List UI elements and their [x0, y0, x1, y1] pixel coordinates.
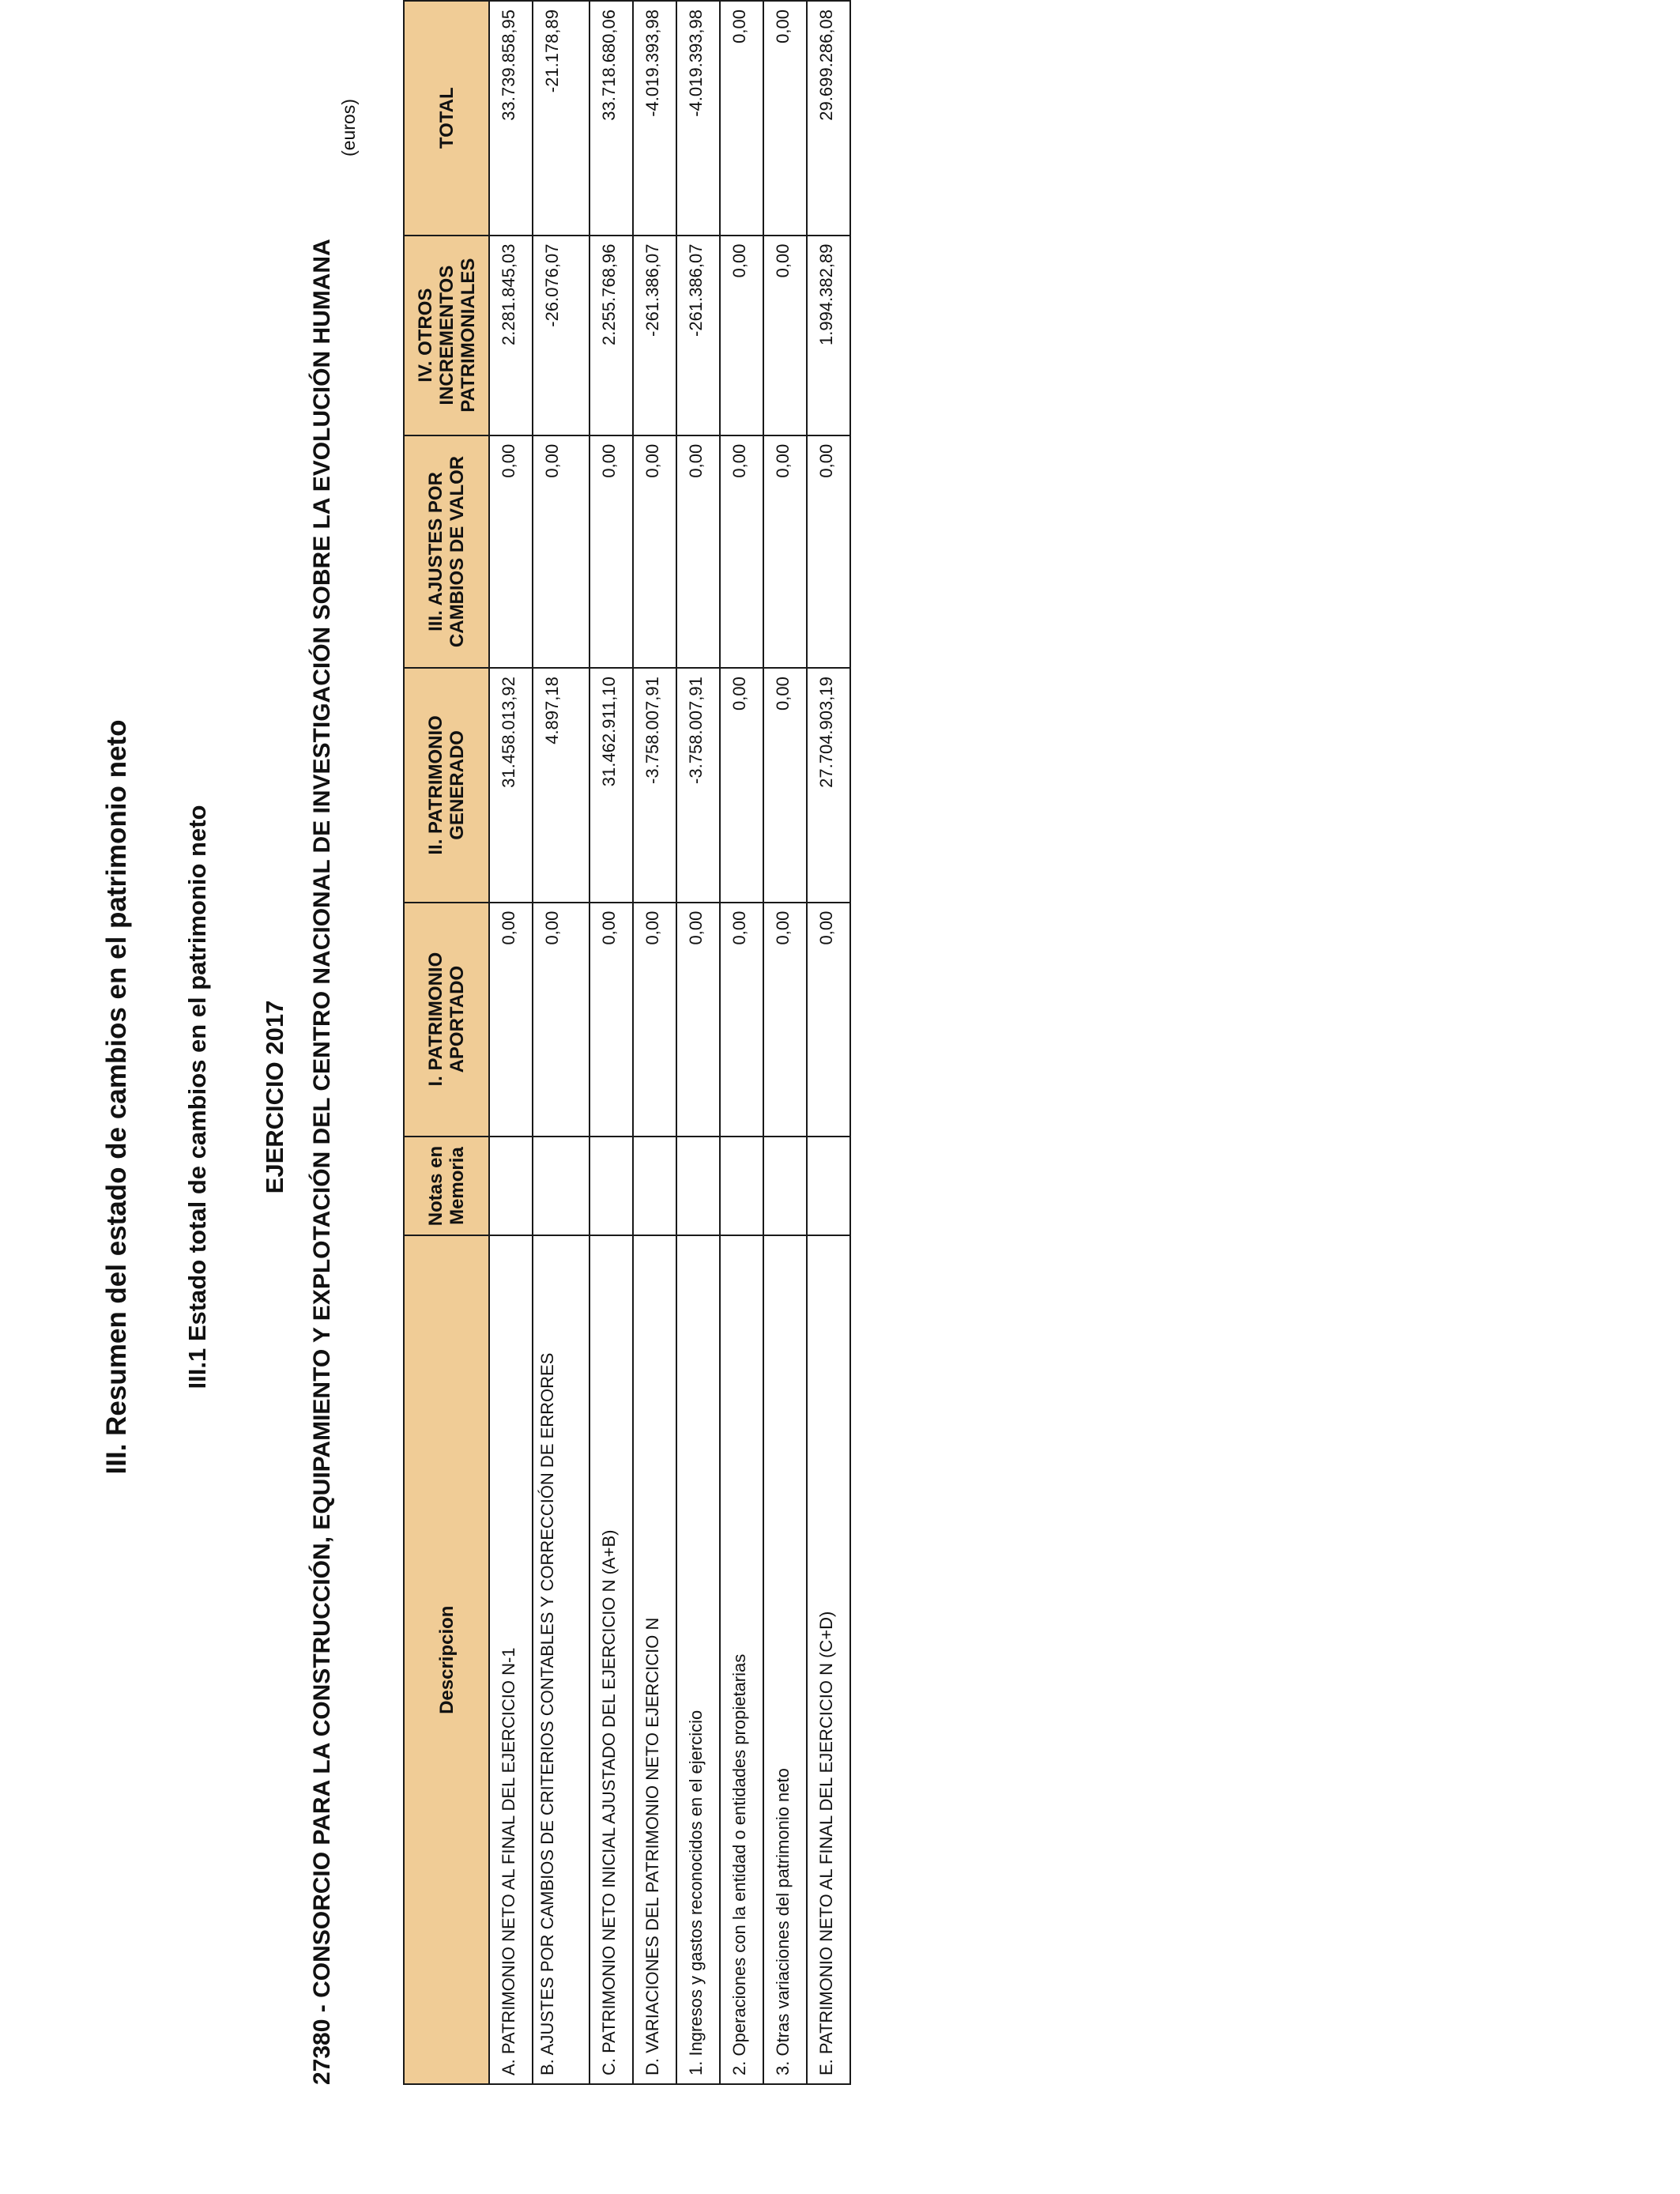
row-description: E. PATRIMONIO NETO AL FINAL DEL EJERCICIO N (C+D) [807, 1235, 850, 2084]
value-patrimonio-generado: -3.758.007,91 [676, 668, 720, 902]
row-notes [676, 1137, 720, 1236]
value-otros-incrementos: 2.281.845,03 [489, 236, 533, 435]
row-notes [489, 1137, 533, 1236]
header-ajustes-valor: III. AJUSTES POR CAMBIOS DE VALOR [404, 435, 489, 668]
table-header-row [404, 1, 489, 2084]
value-patrimonio-aportado: 0,00 [763, 903, 807, 1137]
value-total: -21.178,89 [533, 1, 590, 236]
row-notes [807, 1137, 850, 1236]
value-ajustes-valor: 0,00 [533, 435, 590, 668]
row-description: A. PATRIMONIO NETO AL FINAL DEL EJERCICIO N-1 [489, 1235, 533, 2084]
value-total: 33.718.680,06 [590, 1, 633, 236]
value-otros-incrementos: -26.076,07 [533, 236, 590, 435]
value-otros-incrementos: 2.255.768,96 [590, 236, 633, 435]
units-label: (euros) [338, 99, 359, 156]
value-patrimonio-generado: -3.758.007,91 [633, 668, 676, 902]
row-description: 3. Otras variaciones del patrimonio neto [763, 1235, 807, 2084]
value-patrimonio-generado: 27.704.903,19 [807, 668, 850, 902]
table-row [720, 1, 763, 2084]
value-total: 33.739.858,95 [489, 1, 533, 236]
table-row [633, 1, 676, 2084]
entity-name: 27380 - CONSORCIO PARA LA CONSTRUCCIÓN, EQUIPAMIENTO Y EXPLOTACIÓN DEL CENTRO NACIONAL DE INVESTIGACIÓN SOBRE LA EVOLUCIÓN HUMANA [309, 239, 335, 2085]
table-row [533, 1, 590, 2084]
value-otros-incrementos: 0,00 [720, 236, 763, 435]
value-ajustes-valor: 0,00 [763, 435, 807, 668]
value-total: 0,00 [720, 1, 763, 236]
value-total: 0,00 [763, 1, 807, 236]
value-total: 29.699.286,08 [807, 1, 850, 236]
value-patrimonio-aportado: 0,00 [633, 903, 676, 1137]
header-patrimonio-aportado: I. PATRIMONIO APORTADO [404, 903, 489, 1137]
value-total: -4.019.393,98 [676, 1, 720, 236]
table-row [590, 1, 633, 2084]
header-total: TOTAL [404, 1, 489, 236]
value-patrimonio-aportado: 0,00 [807, 903, 850, 1137]
header-patrimonio-generado: II. PATRIMONIO GENERADO [404, 668, 489, 902]
table-row [807, 1, 850, 2084]
value-patrimonio-aportado: 0,00 [590, 903, 633, 1137]
value-ajustes-valor: 0,00 [633, 435, 676, 668]
header-otros-incrementos: IV. OTROS INCREMENTOS PATRIMONIALES [404, 236, 489, 435]
table-row [763, 1, 807, 2084]
value-ajustes-valor: 0,00 [676, 435, 720, 668]
row-notes [633, 1137, 676, 1236]
value-ajustes-valor: 0,00 [807, 435, 850, 668]
value-ajustes-valor: 0,00 [590, 435, 633, 668]
row-description: 1. Ingresos y gastos reconocidos en el ejercicio [676, 1235, 720, 2084]
value-otros-incrementos: -261.386,07 [676, 236, 720, 435]
table-body [489, 1, 850, 2084]
row-description: D. VARIACIONES DEL PATRIMONIO NETO EJERCICIO N [633, 1235, 676, 2084]
value-patrimonio-aportado: 0,00 [676, 903, 720, 1137]
table-row [676, 1, 720, 2084]
fiscal-year-label: EJERCICIO 2017 [261, 1000, 288, 1194]
row-notes [590, 1137, 633, 1236]
value-ajustes-valor: 0,00 [489, 435, 533, 668]
value-otros-incrementos: 1.994.382,89 [807, 236, 850, 435]
value-otros-incrementos: 0,00 [763, 236, 807, 435]
row-description: B. AJUSTES POR CAMBIOS DE CRITERIOS CONTABLES Y CORRECCIÓN DE ERRORES [533, 1235, 590, 2084]
row-notes [763, 1137, 807, 1236]
value-patrimonio-aportado: 0,00 [533, 903, 590, 1137]
value-ajustes-valor: 0,00 [720, 435, 763, 668]
header-notes: Notas en Memoria [404, 1137, 489, 1236]
value-patrimonio-generado: 0,00 [763, 668, 807, 902]
row-description: C. PATRIMONIO NETO INICIAL AJUSTADO DEL EJERCICIO N (A+B) [590, 1235, 633, 2084]
section-subtitle: III.1 Estado total de cambios en el patrimonio neto [183, 805, 211, 1389]
row-notes [720, 1137, 763, 1236]
value-patrimonio-generado: 31.458.013,92 [489, 668, 533, 902]
table-row [489, 1, 533, 2084]
value-patrimonio-generado: 0,00 [720, 668, 763, 902]
equity-changes-table [403, 0, 851, 2085]
value-patrimonio-generado: 4.897,18 [533, 668, 590, 902]
row-notes [533, 1137, 590, 1236]
value-patrimonio-aportado: 0,00 [489, 903, 533, 1137]
value-patrimonio-generado: 31.462.911,10 [590, 668, 633, 902]
page-title: III. Resumen del estado de cambios en el patrimonio neto [101, 719, 132, 1475]
header-description: Descripcion [404, 1235, 489, 2084]
row-description: 2. Operaciones con la entidad o entidades propietarias [720, 1235, 763, 2084]
value-patrimonio-aportado: 0,00 [720, 903, 763, 1137]
value-otros-incrementos: -261.386,07 [633, 236, 676, 435]
value-total: -4.019.393,98 [633, 1, 676, 236]
